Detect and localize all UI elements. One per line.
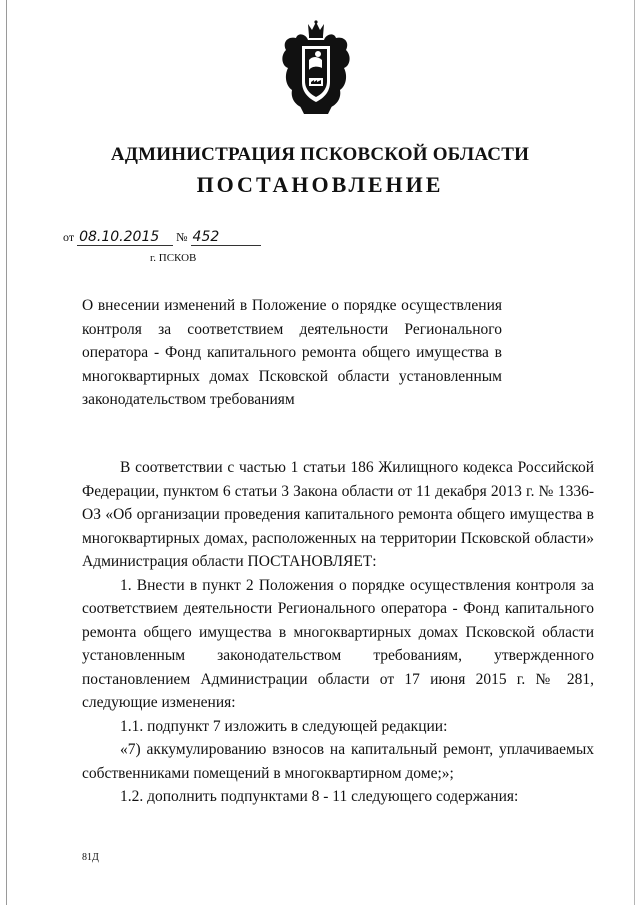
- number-prefix: №: [176, 230, 188, 244]
- document-body: [82, 456, 594, 809]
- document-date: 08.10.2015: [77, 229, 173, 246]
- subject-text: О внесении изменений в Положение о порядке осуществления контроля за соответствием деятельности Регионального оператора - Фонд капитального ремонта общего имущества в многоквартирных домах Псковской области установленным законодательством требованиям: [82, 297, 502, 408]
- organization-name: АДМИНИСТРАЦИЯ ПСКОВСКОЙ ОБЛАСТИ: [110, 144, 530, 165]
- paragraph-item-1-1: 1.1. подпункт 7 изложить в следующей редакции:: [120, 717, 448, 735]
- paragraph-quote-7: «7) аккумулированию взносов на капитальный ремонт, уплачиваемых собственниками помещений в многоквартирном доме;»;: [82, 741, 594, 782]
- date-number-line: [63, 229, 261, 246]
- document-subject: [82, 294, 502, 412]
- scan-edge-left: [6, 0, 7, 905]
- document-type-title: ПОСТАНОВЛЕНИЕ: [196, 172, 444, 197]
- date-prefix: от: [63, 230, 75, 244]
- scan-edge-right: [634, 0, 635, 905]
- city-label: г. ПСКОВ: [150, 252, 197, 264]
- pskov-coat-of-arms-icon: [278, 20, 354, 118]
- footer-code: 81Д: [82, 852, 99, 863]
- paragraph-preamble: В соответствии с частью 1 статьи 186 Жилищного кодекса Российской Федерации, пунктом 6 статьи 3 Закона области от 11 декабря 2013 г. № 1336-ОЗ «Об организации проведения капитального ремонта общего имущества в многоквартирных домах, расположенных на территории Псковской области» Администрация области ПОСТАНОВЛЯЕТ:: [82, 459, 594, 570]
- paragraph-item-1-2: 1.2. дополнить подпунктами 8 - 11 следующего содержания:: [120, 788, 519, 805]
- paragraph-item-1: 1. Внести в пункт 2 Положения о порядке осуществления контроля за соответствием деятельности Регионального оператора - Фонд капитального ремонта общего имущества в многоквартирных домах Псковской области установленным законодательством требованиям, утвержденного постановлением Администрации области от 17 июня 2015 г. № 281, следующие изменения:: [82, 576, 594, 711]
- document-number: 452: [191, 229, 261, 246]
